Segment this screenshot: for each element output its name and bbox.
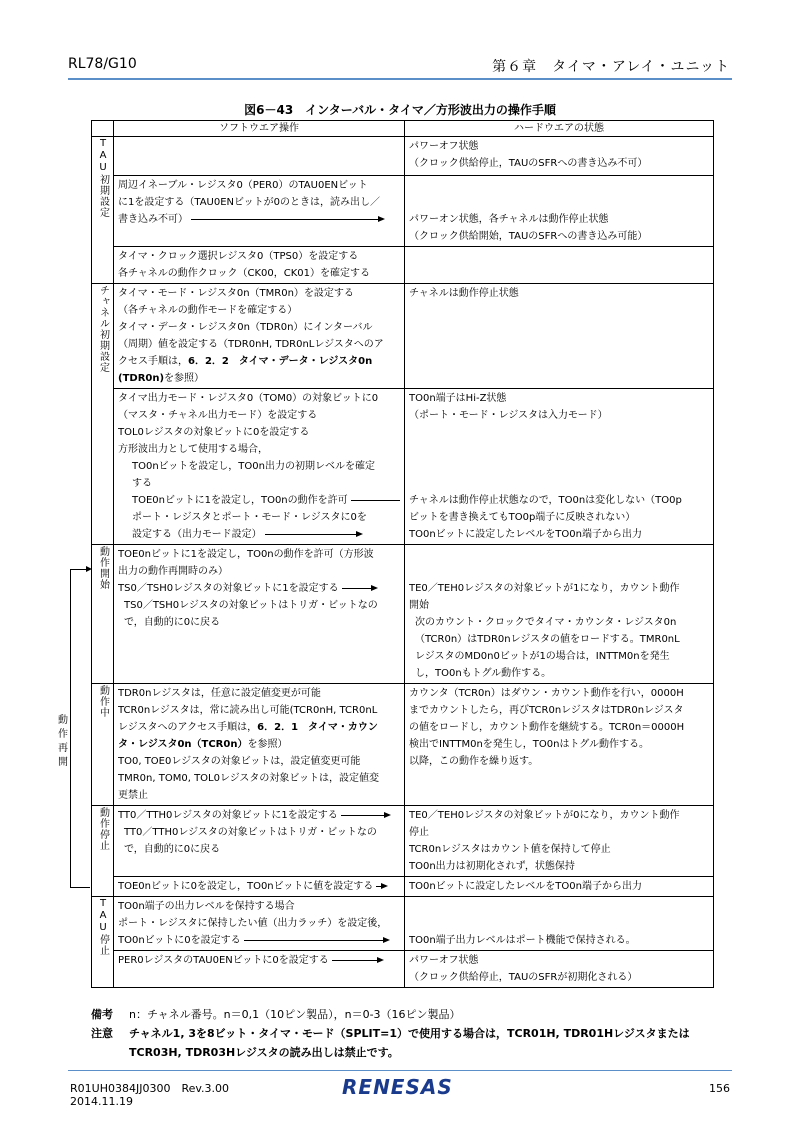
- footer-rule: [68, 1070, 732, 1071]
- hardware-cell: [405, 176, 714, 247]
- hw-line: までカウントしたら，再びTCR0nレジスタはTDR0nレジスタ: [409, 705, 684, 716]
- phase-cell: [92, 806, 114, 897]
- header-rule: [68, 78, 732, 80]
- hardware-header: ハードウエアの状態: [405, 121, 714, 137]
- doc-date: 2014.11.19: [70, 1095, 133, 1108]
- remark-label: 備考: [91, 1008, 113, 1021]
- page-number: 156: [709, 1082, 730, 1095]
- sw-line: TO0, TOE0レジスタの対象ビットは，設定値変更可能: [118, 756, 361, 767]
- sw-text: クセス手順は，: [118, 356, 188, 367]
- sw-line: [118, 932, 400, 949]
- sw-text: を参照）: [164, 373, 205, 384]
- hw-line: TCR0nレジスタはカウント値を保持して停止: [409, 844, 611, 855]
- hw-line: TO0nビットに設定したレベルをTO0n端子から出力: [409, 881, 642, 892]
- sw-line: [118, 370, 400, 387]
- hw-line: （ポート・モード・レジスタは入力モード）: [409, 410, 608, 421]
- table-row: [92, 137, 714, 176]
- restart-loop-arrow-icon: [70, 569, 90, 570]
- phase-cell: [92, 284, 114, 545]
- sw-line: 更禁止: [118, 790, 148, 801]
- sw-text: TOE0nビットに1を設定し，TO0nの動作を許可: [132, 495, 348, 506]
- sw-line: 各チャネルの動作クロック（CK00，CK01）を確定する: [118, 268, 371, 279]
- software-cell: [114, 897, 405, 951]
- table-row: [92, 545, 714, 684]
- sw-line: TT0／TTH0レジスタの対象ビットはトリガ・ビットなの: [124, 827, 377, 838]
- doc-number: R01UH0384JJ0300 Rev.3.00: [70, 1082, 230, 1095]
- sw-text: レジスタへのアクセス手順は，: [118, 722, 258, 733]
- hw-line: 停止: [409, 827, 429, 838]
- hw-line: の値をロードし，カウント動作を継続する。TCR0n＝0000H: [409, 722, 685, 733]
- restart-loop-line: [70, 887, 90, 888]
- restart-label: 動作再開: [58, 715, 68, 768]
- sw-line: 周辺イネーブル・レジスタ0（PER0）のTAU0ENビット: [118, 180, 368, 191]
- caution-text: チャネル1, 3を8ビット・タイマ・モード（SPLIT=1）で使用する場合は，TCR01H, TDR01Hレジスタまたは: [129, 1027, 690, 1040]
- phase-label-during: 動作中: [97, 685, 109, 718]
- sw-line: TMR0n, TOM0, TOL0レジスタの対象ビットは，設定値変: [118, 773, 380, 784]
- table-header-row: [92, 121, 714, 137]
- phase-cell: [92, 897, 114, 988]
- sw-text: を参照）: [247, 739, 288, 750]
- hw-line: TE0／TEH0レジスタの対象ビットが0になり，カウント動作: [409, 810, 680, 821]
- arrow-icon: [351, 500, 400, 501]
- sw-line: [118, 719, 400, 736]
- software-cell: [114, 176, 405, 247]
- table-row: [92, 877, 714, 897]
- hw-line: TE0／TEH0レジスタの対象ビットが1になり，カウント動作: [409, 583, 680, 594]
- hw-line: TO0n出力は初期化されず，状態保持: [409, 861, 575, 872]
- arrow-icon: [244, 940, 384, 941]
- software-cell: [114, 684, 405, 806]
- software-cell: [114, 247, 405, 284]
- sw-line: 出力の動作再開時のみ）: [118, 566, 228, 577]
- hw-line: TO0n端子はHi-Z状態: [409, 393, 507, 404]
- sw-text: PER0レジスタのTAU0ENビットに0を設定する: [118, 955, 329, 966]
- sw-line: （マスタ・チャネル出力モード）を設定する: [118, 410, 318, 421]
- phase-label-init-ch: チャネル初期設定: [97, 285, 109, 373]
- software-cell: [114, 545, 405, 684]
- phase-label-tau-stop: TAU停止: [97, 898, 109, 956]
- caution: [91, 1024, 731, 1043]
- software-cell: [114, 284, 405, 389]
- hw-line: （クロック供給停止，TAUのSFRが初期化される）: [409, 972, 638, 983]
- table-row: [92, 284, 714, 389]
- phase-label-start: 動作開始: [97, 546, 109, 590]
- sw-line: TO0n端子の出力レベルを保持する場合: [118, 901, 295, 912]
- sw-line: 方形波出力として使用する場合，: [118, 444, 268, 455]
- caution-label: 注意: [91, 1027, 113, 1040]
- software-cell: [114, 389, 405, 545]
- sw-line: タイマ・クロック選択レジスタ0（TPS0）を設定する: [118, 251, 359, 262]
- header-chapter: 第６章 タイマ・アレイ・ユニット: [492, 59, 730, 75]
- hw-line: パワーオン状態，各チャネルは動作停止状態: [409, 214, 609, 225]
- sw-text: 書き込み不可）: [118, 214, 188, 225]
- hw-line: ビットを書き換えてもTO0p端子に反映されない）: [409, 512, 636, 523]
- caution-text: TCR03H, TDR03Hレジスタの読み出しは禁止です。: [129, 1046, 399, 1059]
- phase-cell: [92, 684, 114, 806]
- hardware-cell: [405, 877, 714, 897]
- hardware-cell: [405, 247, 714, 284]
- sw-line: で，自動的に0に戻る: [124, 844, 221, 855]
- hw-line: （クロック供給停止，TAUのSFRへの書き込み不可）: [409, 158, 648, 169]
- sw-line: タイマ出力モード・レジスタ0（TOM0）の対象ビットに0: [118, 393, 379, 404]
- sw-line: TOL0レジスタの対象ビットに0を設定する: [118, 427, 310, 438]
- software-cell: [114, 877, 405, 897]
- sw-text: TS0／TSH0レジスタの対象ビットに1を設定する: [118, 583, 339, 594]
- sw-ref: タ・レジスタ0n（TCR0n）: [118, 739, 248, 750]
- table-row: [92, 684, 714, 806]
- header-product: RL78/G10: [68, 56, 137, 72]
- sw-line: （周期）値を設定する（TDR0nH, TDR0nLレジスタへのア: [118, 339, 384, 350]
- hw-line: チャネルは動作停止状態なので，TO0nは変化しない（TO0p: [409, 495, 682, 506]
- sw-line: に1を設定する（TAU0ENビットが0のときは，読み出し／: [118, 197, 380, 208]
- table-row: [92, 247, 714, 284]
- sw-line: ポート・レジスタとポート・モード・レジスタに0を: [132, 512, 367, 523]
- sw-line: ポート・レジスタに保持したい値（出力ラッチ）を設定後，: [118, 918, 388, 929]
- hardware-cell: [405, 951, 714, 988]
- hw-line: パワーオフ状態: [409, 141, 479, 152]
- sw-text: 設定する（出力モード設定）: [132, 529, 262, 540]
- software-header: ソフトウエア操作: [114, 121, 405, 137]
- table-row: [92, 897, 714, 951]
- sw-line: [118, 526, 400, 543]
- sw-text: TT0／TTH0レジスタの対象ビットに1を設定する: [118, 810, 338, 821]
- hw-line: チャネルは動作停止状態: [409, 288, 519, 299]
- sw-line: [118, 580, 400, 597]
- hw-line: カウンタ（TCR0n）はダウン・カウント動作を行い，0000H: [409, 688, 684, 699]
- sw-ref: (TDR0n): [118, 373, 165, 384]
- phase-cell: [92, 545, 114, 684]
- sw-ref: 6．2．2 タイマ・データ・レジスタ0n: [188, 356, 373, 367]
- phase-label-init-tau: TAU初期設定: [97, 138, 109, 218]
- software-cell: [114, 137, 405, 176]
- sw-line: TO0nビットを設定し，TO0n出力の初期レベルを確定: [132, 461, 375, 472]
- table-row: [92, 176, 714, 247]
- phase-header-cell: [92, 121, 114, 137]
- hardware-cell: [405, 897, 714, 951]
- hardware-cell: [405, 545, 714, 684]
- figure-title: 図6－43 インターバル・タイマ／方形波出力の操作手順: [244, 103, 556, 117]
- sw-line: [118, 353, 400, 370]
- hw-line: パワーオフ状態: [409, 955, 479, 966]
- phase-cell: [92, 137, 114, 284]
- sw-line: TOE0nビットに1を設定し，TO0nの動作を許可（方形波: [118, 549, 374, 560]
- sw-line: [118, 492, 400, 509]
- hw-line: TO0n端子出力レベルはポート機能で保持される。: [409, 935, 636, 946]
- sw-line: （各チャネルの動作モードを確定する）: [118, 305, 298, 316]
- hw-line: TO0nビットに設定したレベルをTO0n端子から出力: [409, 529, 642, 540]
- software-cell: [114, 806, 405, 877]
- arrow-icon: [342, 588, 372, 589]
- renesas-logo: RENESAS: [342, 1075, 453, 1099]
- restart-loop-line: [70, 569, 71, 887]
- remark-text: n：チャネル番号。n＝0,1（10ピン製品），n＝0-3（16ピン製品）: [129, 1008, 461, 1021]
- sw-line: タイマ・モード・レジスタ0n（TMR0n）を設定する: [118, 288, 354, 299]
- hw-line: 次のカウント・クロックでタイマ・カウンタ・レジスタ0n: [415, 617, 677, 628]
- arrow-icon: [341, 815, 385, 816]
- sw-line: タイマ・データ・レジスタ0n（TDR0n）にインターバル: [118, 322, 373, 333]
- sw-line: [118, 952, 400, 969]
- hw-line: （クロック供給開始，TAUのSFRへの書き込み可能）: [409, 231, 648, 242]
- hw-line: レジスタのMD0n0ビットが1の場合は，INTTM0nを発生: [415, 651, 670, 662]
- sw-line: [118, 878, 400, 895]
- sw-line: で，自動的に0に戻る: [124, 617, 221, 628]
- sw-line: [118, 211, 400, 228]
- sw-line: TCR0nレジスタは，常に読み出し可能(TCR0nH, TCR0nL: [118, 705, 378, 716]
- sw-line: TS0／TSH0レジスタの対象ビットはトリガ・ビットなの: [124, 600, 378, 611]
- sw-line: [118, 736, 400, 753]
- hardware-cell: [405, 284, 714, 389]
- arrow-icon: [332, 960, 378, 961]
- software-cell: [114, 951, 405, 988]
- hw-line: 検出でINTTM0nを発生し，TO0nはトグル動作する。: [409, 739, 649, 750]
- arrow-icon: [376, 886, 382, 887]
- remark: [91, 1005, 731, 1024]
- sw-line: TDR0nレジスタは，任意に設定値変更が可能: [118, 688, 321, 699]
- hw-line: 以降，この動作を繰り返す。: [409, 756, 539, 767]
- hardware-cell: [405, 389, 714, 545]
- hardware-cell: [405, 684, 714, 806]
- hw-line: 開始: [409, 600, 429, 611]
- notes: [91, 1005, 731, 1062]
- hardware-cell: [405, 137, 714, 176]
- hardware-cell: [405, 806, 714, 877]
- sw-line: [118, 807, 400, 824]
- arrow-icon: [265, 534, 357, 535]
- arrow-icon: [191, 219, 379, 220]
- table-row: [92, 951, 714, 988]
- hw-line: （TCR0n）はTDR0nレジスタの値をロードする。TMR0nL: [415, 634, 680, 645]
- phase-label-stop: 動作停止: [97, 807, 109, 851]
- sw-text: TOE0nビットに0を設定し，TO0nビットに値を設定する: [118, 881, 374, 892]
- sw-line: する: [132, 478, 152, 489]
- hw-line: し，TO0nもトグル動作する。: [415, 668, 552, 679]
- procedure-table: [91, 120, 714, 988]
- table-row: [92, 389, 714, 545]
- table-row: [92, 806, 714, 877]
- sw-ref: 6．2．1 タイマ・カウン: [257, 722, 378, 733]
- sw-text: TO0nビットに0を設定する: [118, 935, 241, 946]
